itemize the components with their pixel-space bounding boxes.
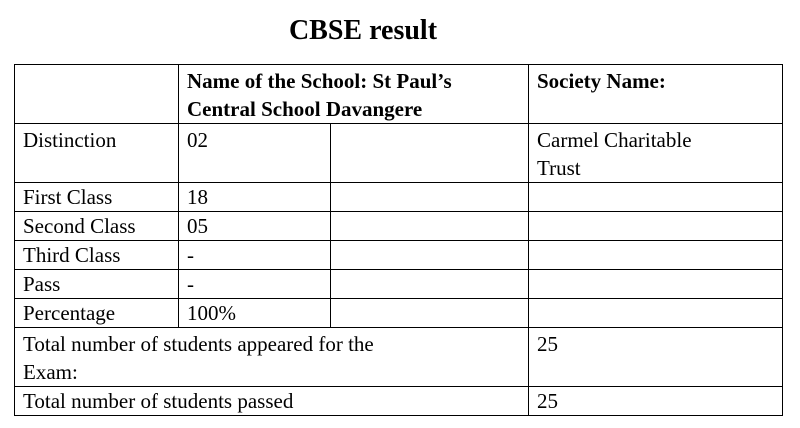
empty-cell bbox=[529, 270, 783, 299]
total-appeared-line1: Total number of students appeared for the bbox=[23, 332, 374, 356]
row-value: 02 bbox=[179, 124, 331, 183]
empty-cell bbox=[331, 124, 529, 183]
row-value: - bbox=[179, 270, 331, 299]
empty-cell bbox=[331, 241, 529, 270]
table-header-row bbox=[15, 65, 783, 124]
table-row-percentage bbox=[15, 299, 783, 328]
table-row-second-class bbox=[15, 212, 783, 241]
empty-cell bbox=[331, 212, 529, 241]
school-name-line1: Name of the School: St Paul’s bbox=[187, 69, 452, 93]
society-name-label: Society Name: bbox=[529, 65, 783, 124]
empty-cell bbox=[529, 212, 783, 241]
empty-cell bbox=[529, 299, 783, 328]
empty-cell bbox=[529, 241, 783, 270]
result-table bbox=[14, 64, 783, 416]
table-row-first-class bbox=[15, 183, 783, 212]
total-passed-label: Total number of students passed bbox=[15, 387, 529, 416]
empty-cell bbox=[529, 183, 783, 212]
total-appeared-value: 25 bbox=[529, 328, 783, 387]
total-appeared-line2: Exam: bbox=[23, 360, 78, 384]
row-value: 18 bbox=[179, 183, 331, 212]
table-row-total-passed bbox=[15, 387, 783, 416]
table-row-third-class bbox=[15, 241, 783, 270]
empty-cell bbox=[331, 270, 529, 299]
row-label: Percentage bbox=[15, 299, 179, 328]
society-name-line1: Carmel Charitable bbox=[537, 128, 692, 152]
total-passed-value: 25 bbox=[529, 387, 783, 416]
table-row-distinction bbox=[15, 124, 783, 183]
row-label: Distinction bbox=[15, 124, 179, 183]
empty-cell bbox=[331, 299, 529, 328]
school-name-line2: Central School Davangere bbox=[187, 97, 423, 121]
page-title: CBSE result bbox=[288, 15, 438, 46]
total-appeared-label bbox=[15, 328, 529, 387]
table-row-total-appeared bbox=[15, 328, 783, 387]
row-label: Third Class bbox=[15, 241, 179, 270]
school-name-cell bbox=[179, 65, 529, 124]
table-row-pass bbox=[15, 270, 783, 299]
society-name-line2: Trust bbox=[537, 156, 581, 180]
row-value: 100% bbox=[179, 299, 331, 328]
society-name-value bbox=[529, 124, 783, 183]
empty-cell bbox=[331, 183, 529, 212]
row-label: First Class bbox=[15, 183, 179, 212]
row-value: 05 bbox=[179, 212, 331, 241]
header-empty-cell bbox=[15, 65, 179, 124]
row-label: Second Class bbox=[15, 212, 179, 241]
row-label: Pass bbox=[15, 270, 179, 299]
row-value: - bbox=[179, 241, 331, 270]
